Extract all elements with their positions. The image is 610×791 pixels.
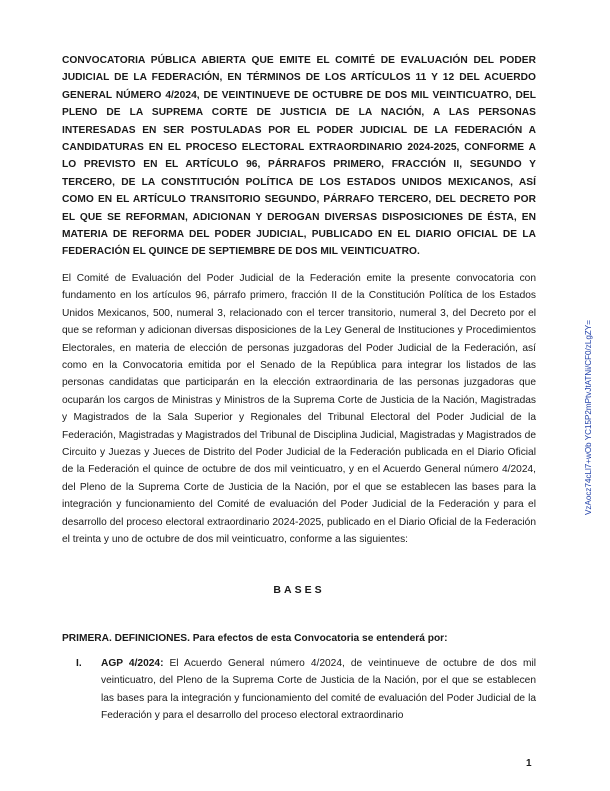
side-verification-code-text: VzAocz74cLl7+wOb YC15P2mPtvJtATNi/CF0/zLgZY= bbox=[584, 320, 593, 515]
definition-text: El Acuerdo General número 4/2024, de veintinueve de octubre de dos mil veinticuatro, del Pleno de la Suprema Corte de Justicia de la Nación, por el que se establecen las bases para la integración y funcionamiento del comité de evaluación del Poder Judicial de la Federación y para el desarrollo del proceso electoral extraordinario bbox=[101, 657, 536, 721]
section-heading-primera: PRIMERA. DEFINICIONES. Para efectos de esta Convocatoria se entenderá por: bbox=[62, 633, 448, 645]
definition-term: AGP 4/2024: bbox=[101, 657, 164, 669]
definition-text-block bbox=[101, 655, 536, 725]
intro-paragraph: El Comité de Evaluación del Poder Judicial de la Federación emite la presente convocatoria con fundamento en los artículos 96, párrafo primero, fracción II de la Constitución Política de los Estados Unidos Mexicanos, 500, numeral 3, relacionado con el tercer transitorio, numeral 3, del Decreto por el que se reforman y adicionan diversas disposiciones de la Ley General de Instituciones y Procedimientos Electorales, en materia de elección de personas juzgadoras del Poder Judicial de la Federación, así como en la Convocatoria emitida por el Senado de la República para integrar los listados de las personas candidatas que participarán en la elección extraordinaria de las personas juzgadoras que ocuparán los cargos de Ministras y Ministros de la Suprema Corte de Justicia de la Nación, Magistradas y Magistrados de la Sala Superior y Regionales del Tribunal Electoral del Poder Judicial de la Federación, Magistradas y Magistrados del Tribunal de Disciplina Judicial, Magistradas y Magistrados de Circuito y Juezas y Jueces de Distrito del Poder Judicial de la Federación publicada en el Diario Oficial de la Federación el quince de octubre de dos mil veinticuatro, y en el Acuerdo General número 4/2024, del Pleno de la Suprema Corte de Justicia de la Nación, por el que se establecen las bases para la integración y funcionamiento del Comité de evaluación del Poder Judicial de la Federación y para el desarrollo del proceso electoral extraordinario 2024-2025, publicado en el Diario Oficial de la Federación el treinta y uno de octubre de dos mil veinticuatro, conforme a las siguientes: bbox=[62, 272, 536, 545]
document-content bbox=[62, 52, 536, 724]
document-title: CONVOCATORIA PÚBLICA ABIERTA QUE EMITE EL COMITÉ DE EVALUACIÓN DEL PODER JUDICIAL DE LA FEDERACIÓN, EN TÉRMINOS DE LOS ARTÍCULOS 11 Y 12 DEL ACUERDO GENERAL NÚMERO 4/2024, DE VEINTINUEVE DE OCTUBRE DE DOS MIL VEINTICUATRO, DEL PLENO DE LA SUPREMA CORTE DE JUSTICIA DE LA NACIÓN, A LAS PERSONAS INTERESADAS EN SER POSTULADAS POR EL PODER JUDICIAL DE LA FEDERACIÓN A CANDIDATURAS EN EL PROCESO ELECTORAL EXTRAORDINARIO 2024-2025, CONFORME A LO PREVISTO EN EL ARTÍCULO 96, PÁRRAFOS PRIMERO, FRACCIÓN II, SEGUNDO Y TERCERO, DE LA CONSTITUCIÓN POLÍTICA DE LOS ESTADOS UNIDOS MEXICANOS, ASÍ COMO EN EL ARTÍCULO TRANSITORIO SEGUNDO, PÁRRAFO TERCERO, DEL DECRETO POR EL QUE SE REFORMAN, ADICIONAN Y DEROGAN DIVERSAS DISPOSICIONES DE ÉSTA, EN MATERIA DE REFORMA DEL PODER JUDICIAL, PUBLICADO EN EL DIARIO OFICIAL DE LA FEDERACIÓN EL QUINCE DE SEPTIEMBRE DE DOS MIL VEINTICUATRO. bbox=[62, 55, 536, 258]
definition-item bbox=[62, 655, 536, 725]
page-number: 1 bbox=[526, 758, 532, 769]
side-verification-code bbox=[583, 283, 595, 515]
definition-number: I. bbox=[76, 657, 82, 669]
bases-heading: BASES bbox=[273, 584, 325, 597]
